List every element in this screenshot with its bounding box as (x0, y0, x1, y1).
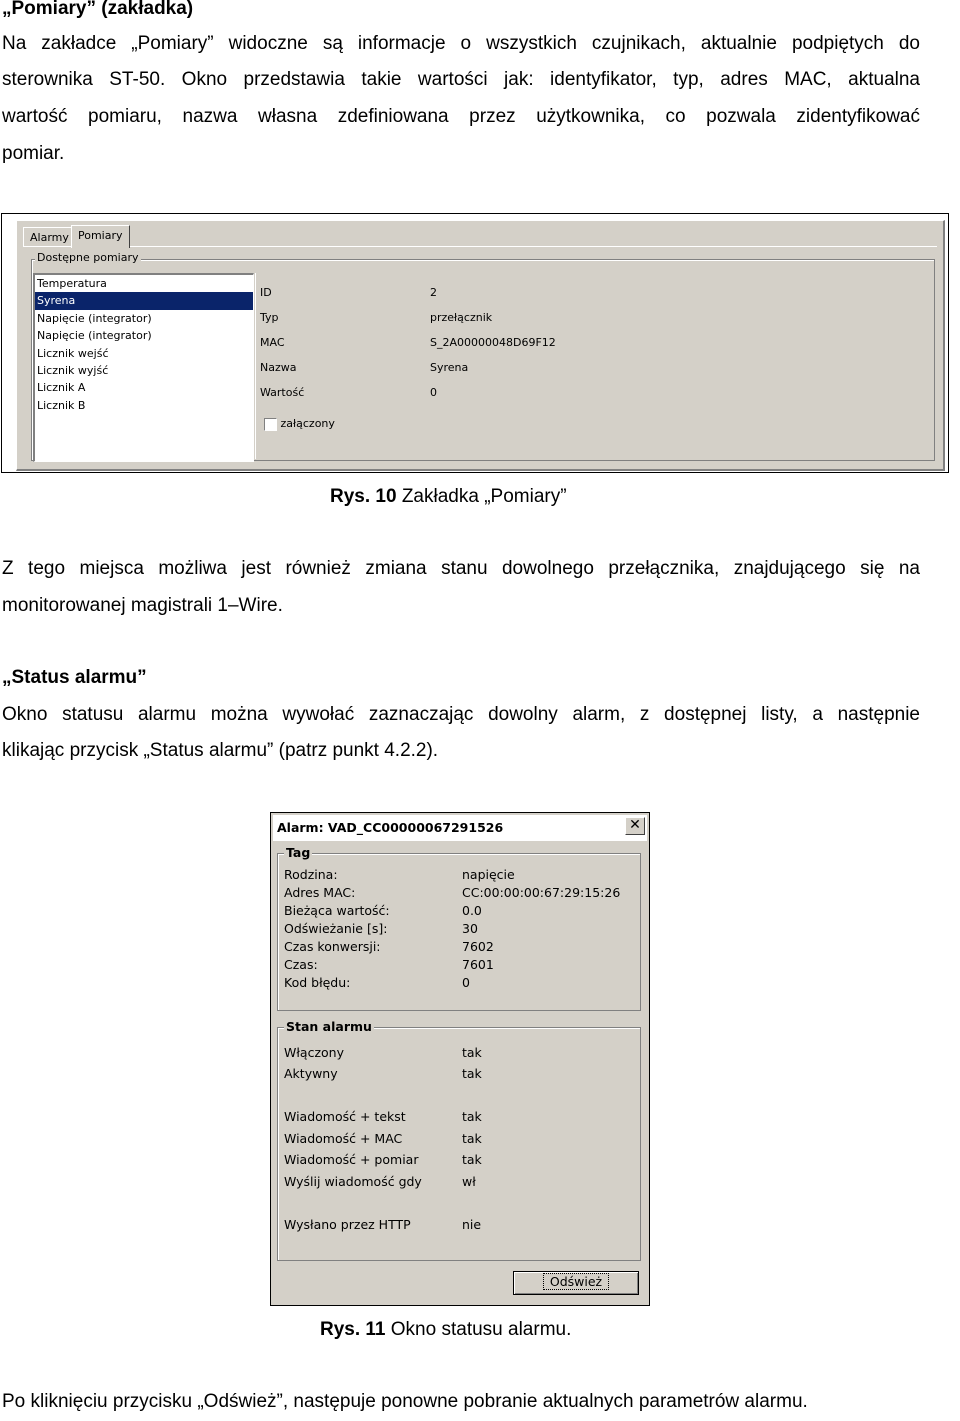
row-label: Adres MAC: (284, 885, 356, 900)
tag-row (284, 938, 494, 956)
measurement-properties (255, 273, 926, 459)
row-label: Wiadomość + MAC (284, 1131, 403, 1146)
state-row (284, 1130, 482, 1148)
row-value: 0.0 (462, 903, 482, 918)
prop-label: Typ (260, 311, 279, 324)
row-value: tak (462, 1109, 482, 1124)
prop-label: ID (260, 286, 272, 299)
prop-value: 0 (430, 386, 437, 399)
paragraph-line: Na zakładce „Pomiary” widoczne są informacje o wszystkich czujnikach, aktualnie podpiętych do (2, 33, 920, 54)
prop-label: Nazwa (260, 361, 297, 374)
paragraph-line: klikając przycisk „Status alarmu” (patrz punkt 4.2.2). (2, 740, 439, 761)
tag-group (277, 845, 641, 1011)
list-item-selected[interactable]: Syrena (35, 292, 253, 309)
pomiary-window (16, 220, 945, 471)
row-value: tak (462, 1066, 482, 1081)
row-value: 7602 (462, 939, 494, 954)
prop-value: S_2A00000048D69F12 (430, 336, 556, 349)
row-label: Rodzina: (284, 867, 338, 882)
state-row (284, 1108, 482, 1126)
window-title: Alarm: VAD_CC00000067291526 (273, 815, 647, 841)
row-label: Odświeżanie [s]: (284, 921, 388, 936)
caption-text: Zakładka „Pomiary” (396, 486, 567, 507)
row-label: Bieżąca wartość: (284, 903, 390, 918)
figure-caption (330, 486, 567, 508)
prop-label: MAC (260, 336, 285, 349)
state-row (284, 1216, 482, 1234)
paragraph-line: pomiar. (2, 143, 65, 164)
checkbox-box[interactable] (264, 418, 277, 431)
figure-caption (320, 1319, 571, 1341)
heading-pomiary: „Pomiary” (zakładka) (2, 0, 194, 19)
row-label: Czas: (284, 957, 318, 972)
tag-row (284, 974, 470, 992)
row-value: wł (462, 1174, 476, 1189)
row-value: 0 (462, 975, 470, 990)
prop-value: 2 (430, 286, 437, 299)
close-icon[interactable]: ✕ (625, 817, 645, 835)
prop-row-id (260, 283, 437, 303)
caption-text: Okno statusu alarmu. (385, 1319, 572, 1340)
prop-row-name (260, 358, 469, 378)
tag-row (284, 866, 515, 884)
prop-value: przełącznik (430, 311, 493, 324)
switch-on-checkbox[interactable] (264, 417, 335, 431)
row-label: Kod błędu: (284, 975, 351, 990)
row-label: Wiadomość + tekst (284, 1109, 406, 1124)
row-value: tak (462, 1045, 482, 1060)
row-value: CC:00:00:00:67:29:15:26 (462, 885, 621, 900)
prop-row-type (260, 308, 493, 328)
list-item[interactable]: Licznik A (37, 381, 86, 395)
tag-row (284, 956, 494, 974)
heading-status-alarmu: „Status alarmu” (2, 667, 147, 688)
list-item[interactable]: Licznik wyjść (37, 363, 109, 377)
row-value: 7601 (462, 957, 494, 972)
row-label: Wiadomość + pomiar (284, 1152, 419, 1167)
paragraph-line: sterownika ST-50. Okno przedstawia takie wartości jak: identyfikator, typ, adres MAC, aktualna (2, 69, 920, 90)
measurements-list[interactable] (33, 273, 254, 462)
caption-number: Rys. 11 (320, 1319, 386, 1340)
row-label: Wyślij wiadomość gdy (284, 1174, 422, 1189)
alarm-state-group (277, 1019, 641, 1261)
tab-pane (23, 246, 937, 465)
group-label: Tag (286, 845, 311, 860)
row-value: 30 (462, 921, 478, 936)
row-value: nie (462, 1217, 482, 1232)
prop-row-mac (260, 333, 556, 353)
row-value: tak (462, 1152, 482, 1167)
prop-label: Wartość (260, 386, 305, 399)
row-value: napięcie (462, 867, 515, 882)
tab-pomiary[interactable]: Pomiary (71, 225, 130, 248)
refresh-button[interactable] (513, 1271, 639, 1295)
paragraph-line: Z tego miejsca możliwa jest również zmiana stanu dowolnego przełącznika, znajdującego się na (2, 558, 920, 579)
row-label: Czas konwersji: (284, 939, 381, 954)
state-row (284, 1065, 482, 1083)
state-row (284, 1044, 482, 1062)
prop-value: Syrena (430, 361, 469, 374)
row-value: tak (462, 1131, 482, 1146)
list-item[interactable]: Napięcie (integrator) (37, 329, 152, 343)
list-item[interactable]: Licznik B (37, 398, 86, 412)
row-label: Wysłano przez HTTP (284, 1217, 411, 1232)
group-label: Dostępne pomiary (37, 251, 139, 264)
paragraph-line: Okno statusu alarmu można wywołać zaznaczając dowolny alarm, z dostępnej listy, a następnie (2, 704, 920, 725)
prop-row-value (260, 383, 437, 403)
tag-row (284, 920, 478, 938)
row-label: Aktywny (284, 1066, 338, 1081)
alarm-status-window (270, 812, 650, 1306)
list-item[interactable]: Licznik wejść (37, 346, 109, 360)
footer-paragraph: Po kliknięciu przycisku „Odśwież”, następuje ponowne pobranie aktualnych parametrów alarmu. (2, 1391, 808, 1412)
state-row (284, 1151, 482, 1169)
list-item[interactable]: Napięcie (integrator) (37, 311, 152, 325)
paragraph-line: wartość pomiaru, nazwa własna zdefiniowana przez użytkownika, co pozwala zidentyfikować (2, 106, 920, 127)
state-row (284, 1173, 476, 1191)
tag-row (284, 902, 482, 920)
group-label: Stan alarmu (286, 1019, 372, 1034)
refresh-button-label: Odśwież (543, 1273, 609, 1290)
caption-number: Rys. 10 (330, 486, 397, 507)
tag-row (284, 884, 621, 902)
row-label: Włączony (284, 1045, 344, 1060)
paragraph-line: monitorowanej magistrali 1–Wire. (2, 595, 283, 616)
checkbox-label: załączony (280, 417, 335, 430)
list-item[interactable]: Temperatura (37, 277, 107, 290)
tab-alarmy[interactable]: Alarmy (23, 227, 76, 247)
figure-pomiary-tab (1, 213, 949, 473)
